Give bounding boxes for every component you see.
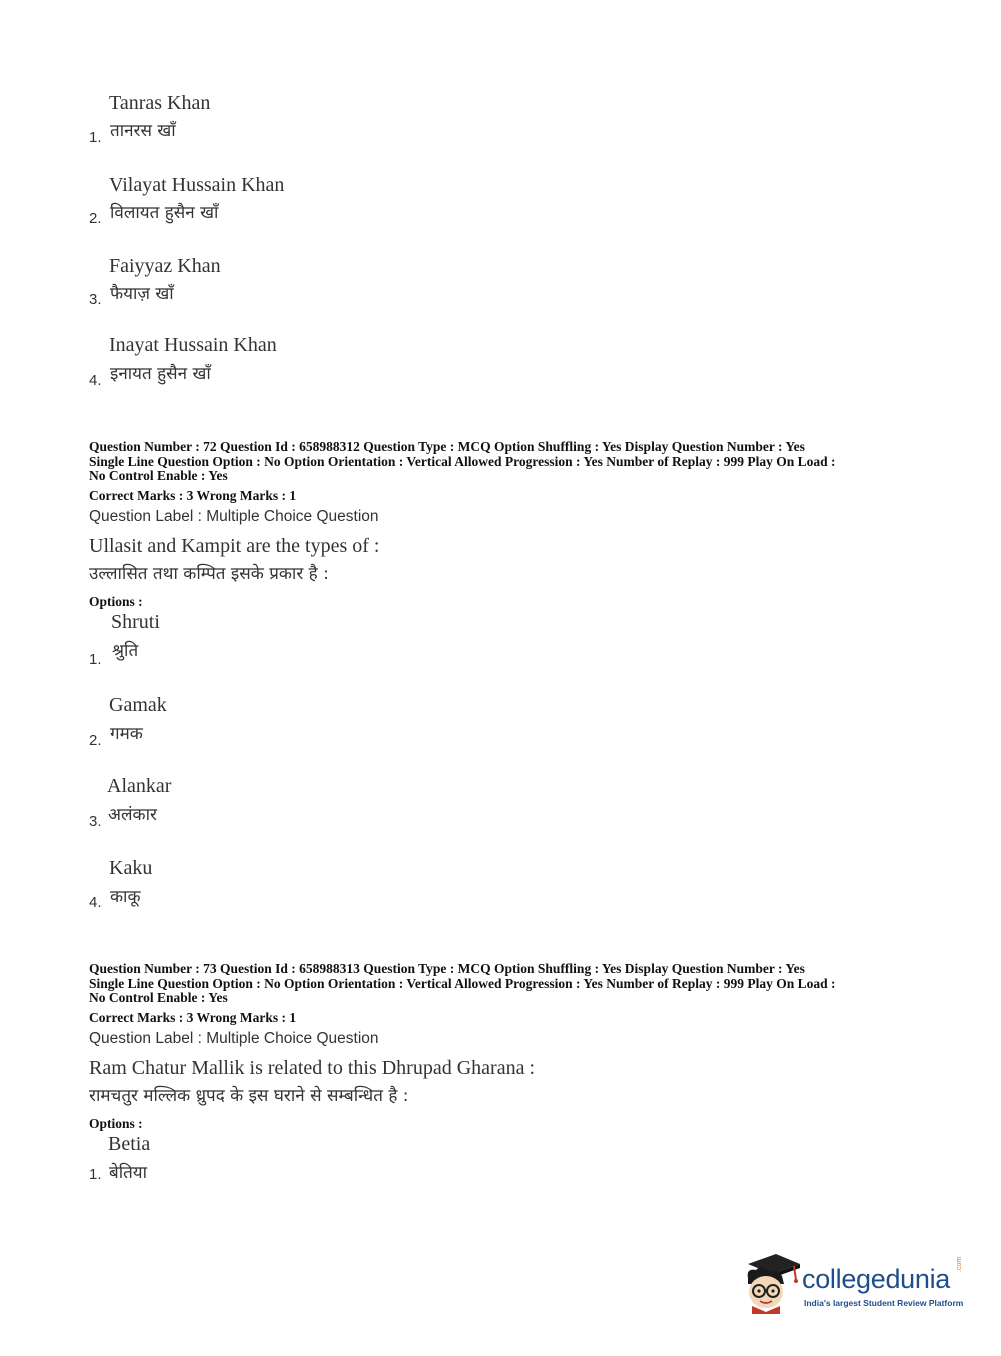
question-text-hindi: रामचतुर मल्लिक ध्रुपद के इस घराने से सम्बन्धित है : [89, 1086, 409, 1106]
option-1-number: 1. [89, 651, 102, 668]
question-meta [89, 962, 836, 1006]
option-1-number: 1. [89, 129, 102, 146]
option-1-english: Shruti [111, 611, 160, 633]
meta-line-1: Question Number : 72 Question Id : 658988312 Question Type : MCQ Option Shuffling : Yes Display Question Number : Yes [89, 439, 805, 454]
option-1-hindi: श्रुति [112, 641, 139, 661]
question-label: Question Label : Multiple Choice Question [89, 1030, 379, 1047]
option-3-hindi: फैयाज़ खाँ [110, 284, 174, 304]
option-4-hindi: इनायत हुसैन खाँ [110, 364, 211, 384]
collegedunia-logo [742, 1250, 972, 1318]
option-4-number: 4. [89, 894, 102, 911]
option-2-number: 2. [89, 732, 102, 749]
option-2-hindi: गमक [110, 724, 143, 744]
option-3-number: 3. [89, 291, 102, 308]
option-3-english: Faiyyaz Khan [109, 255, 221, 277]
option-4-english: Kaku [109, 857, 153, 879]
mascot-icon [742, 1250, 800, 1314]
option-1-english: Betia [108, 1133, 151, 1155]
options-heading: Options : [89, 1116, 143, 1131]
option-1-hindi: तानरस खाँ [110, 121, 176, 141]
option-2-number: 2. [89, 210, 102, 227]
option-3-english: Alankar [107, 775, 172, 797]
question-meta [89, 440, 836, 484]
question-text-english: Ram Chatur Mallik is related to this Dhrupad Gharana : [89, 1057, 536, 1079]
question-text-hindi: उल्लासित तथा कम्पित इसके प्रकार है : [89, 564, 329, 584]
meta-line-3: No Control Enable : Yes [89, 990, 228, 1006]
option-2-hindi: विलायत हुसैन खाँ [110, 203, 219, 223]
option-3-hindi: अलंकार [108, 805, 157, 825]
meta-line-1: Question Number : 73 Question Id : 658988313 Question Type : MCQ Option Shuffling : Yes Display Question Number : Yes [89, 961, 805, 976]
logo-suffix: .com [956, 1256, 963, 1272]
option-1-hindi: बेतिया [109, 1163, 148, 1183]
option-2-english: Gamak [109, 694, 167, 716]
options-heading: Options : [89, 594, 143, 609]
option-4-english: Inayat Hussain Khan [109, 334, 277, 356]
meta-line-2: Single Line Question Option : No Option Orientation : Vertical Allowed Progression : Yes Number of Replay : 999 Play On Load : [89, 975, 836, 991]
option-3-number: 3. [89, 813, 102, 830]
option-2-english: Vilayat Hussain Khan [109, 174, 285, 196]
option-1-number: 1. [89, 1166, 102, 1183]
option-4-number: 4. [89, 372, 102, 389]
logo-tagline: India's largest Student Review Platform [804, 1298, 964, 1308]
logo-wordmark: collegedunia [802, 1264, 951, 1294]
question-marks: Correct Marks : 3 Wrong Marks : 1 [89, 488, 297, 503]
question-label: Question Label : Multiple Choice Question [89, 508, 379, 525]
meta-line-2: Single Line Question Option : No Option Orientation : Vertical Allowed Progression : Yes Number of Replay : 999 Play On Load : [89, 453, 836, 469]
question-marks: Correct Marks : 3 Wrong Marks : 1 [89, 1010, 297, 1025]
option-1-english: Tanras Khan [109, 92, 211, 114]
option-4-hindi: काकू [110, 887, 141, 907]
question-text-english: Ullasit and Kampit are the types of : [89, 535, 380, 557]
meta-line-3: No Control Enable : Yes [89, 468, 228, 484]
